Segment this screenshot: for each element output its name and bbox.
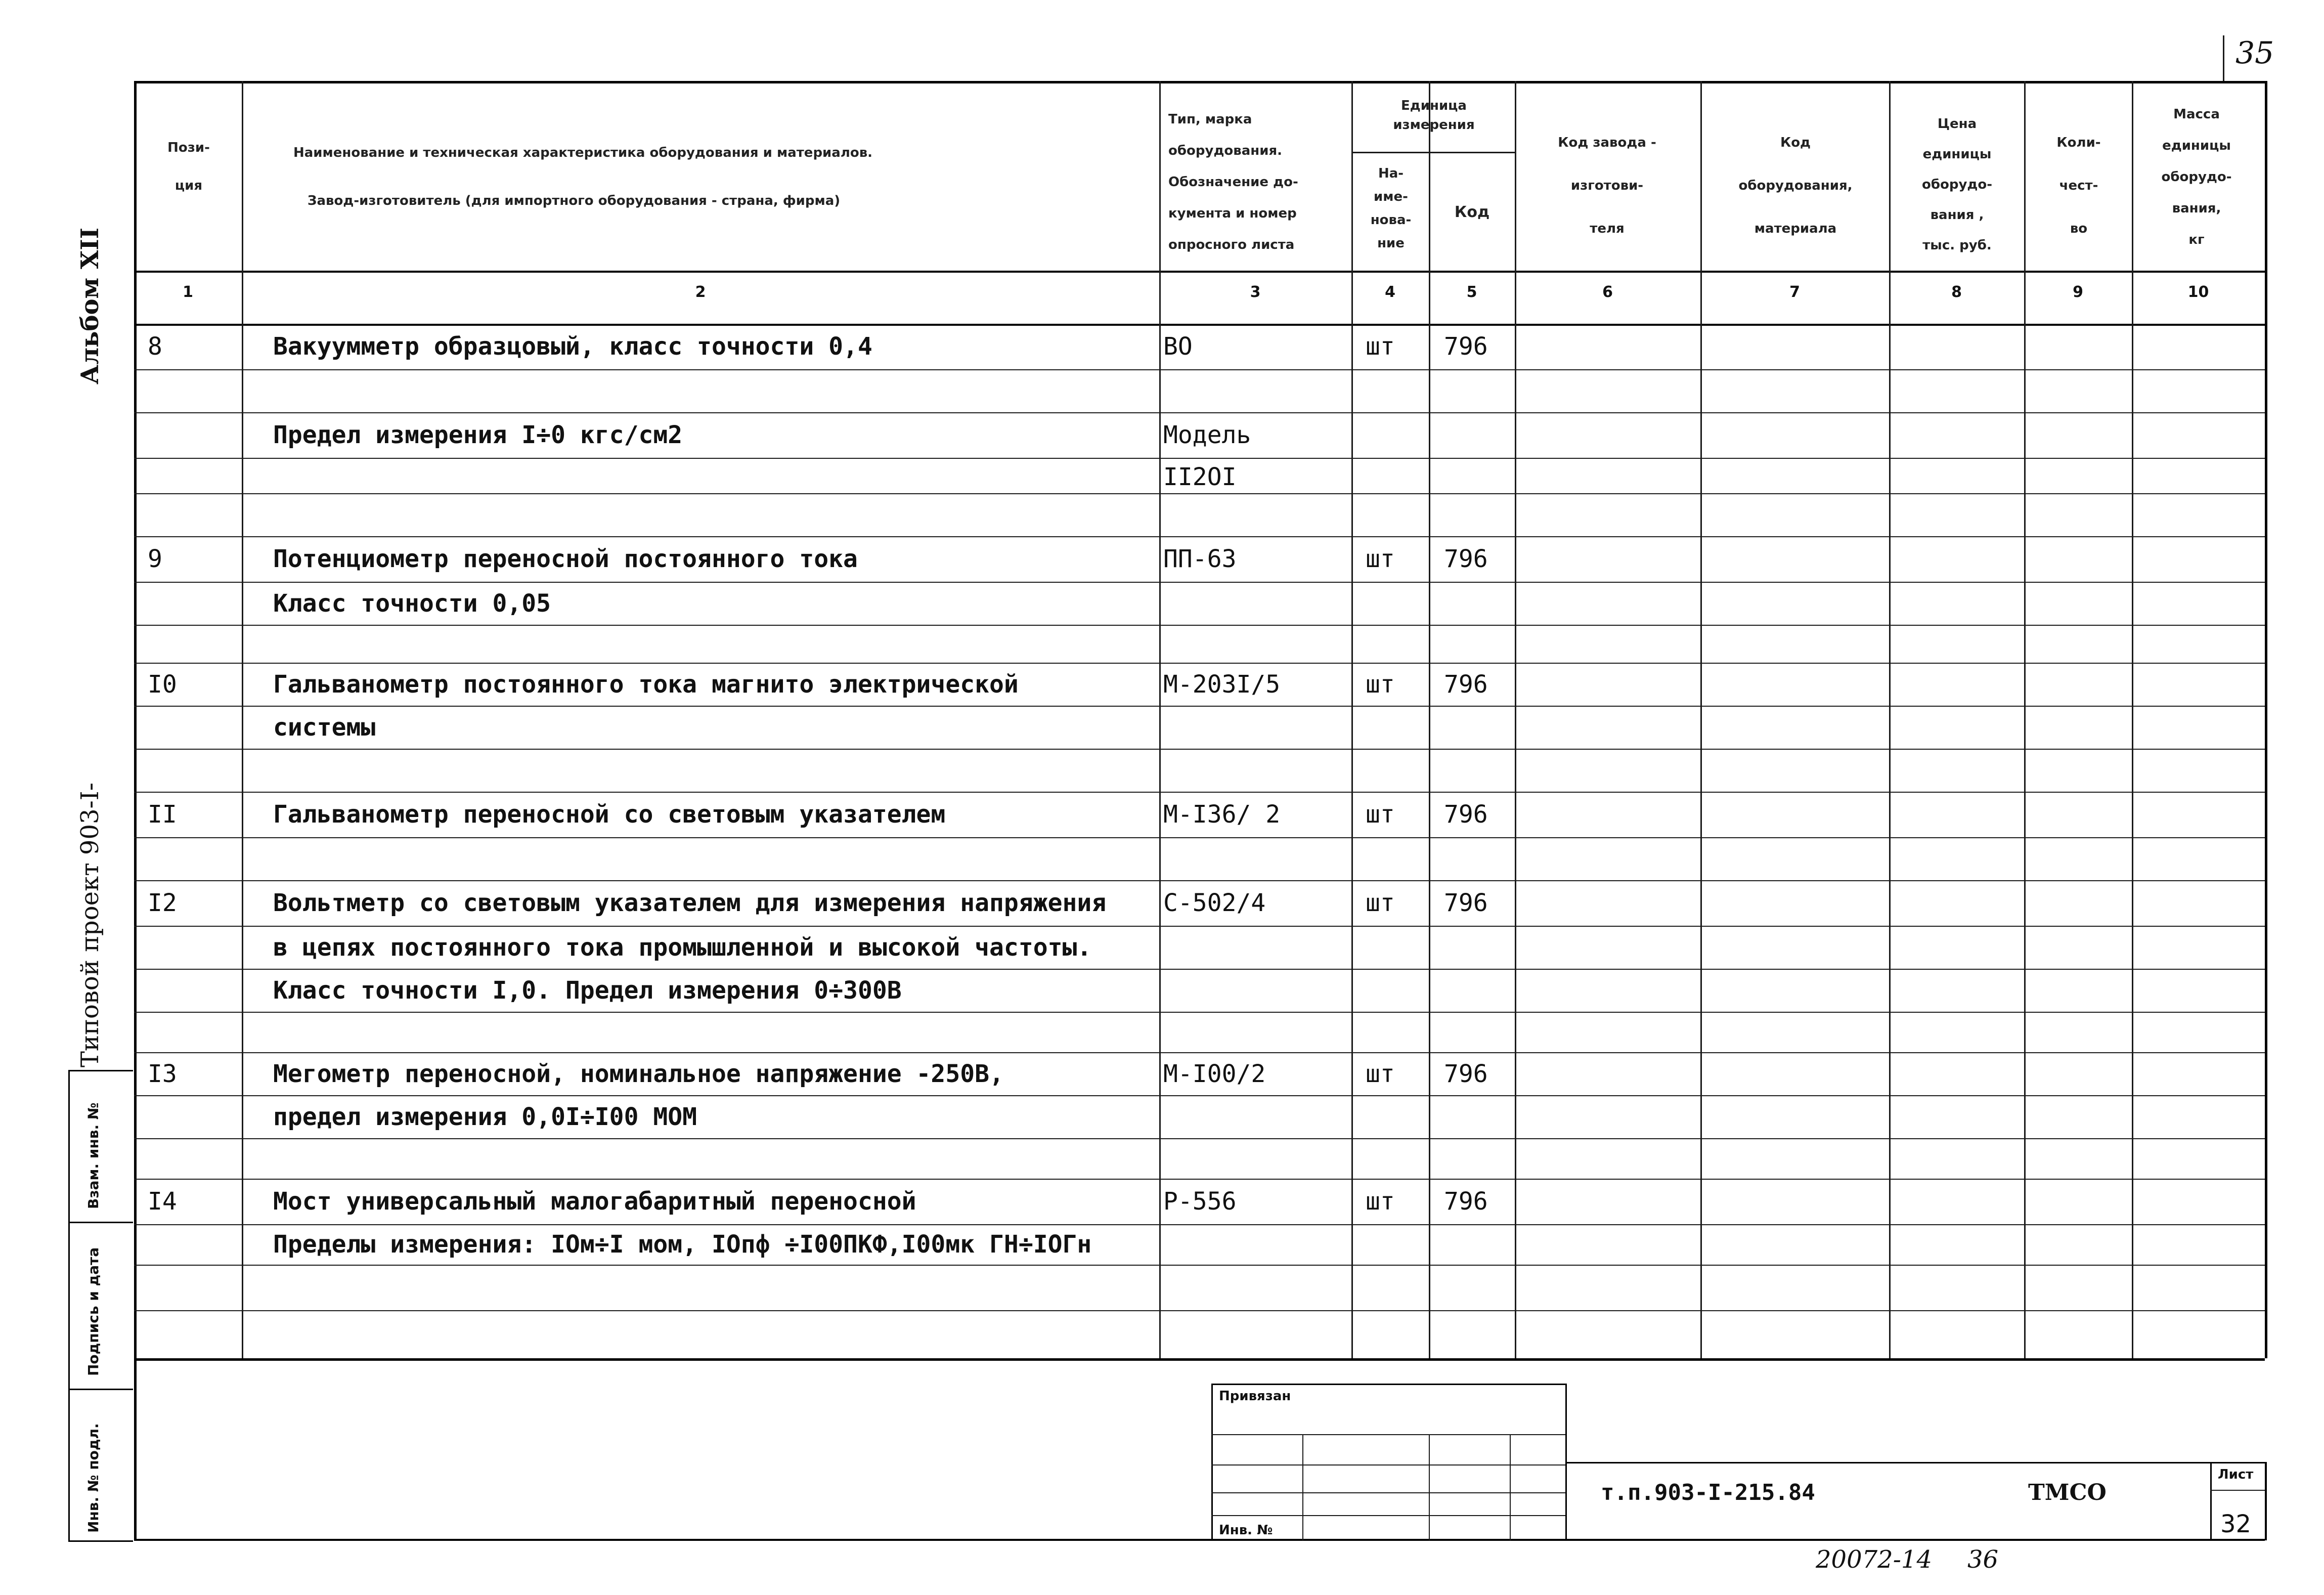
sheet-number: 32 [2220,1510,2252,1538]
sheet-label: Лист [2218,1467,2254,1482]
column-number-5: 5 [1466,283,1477,301]
header-col45-line2: измерения [1393,117,1475,133]
row-divider-17 [134,1052,2265,1053]
type-cell: М-I00/2 [1163,1059,1266,1088]
code-cell: 796 [1444,800,1488,829]
header-col9-line2: чест- [2059,178,2098,193]
stamp-col-3 [1510,1434,1511,1540]
header-col2-line2: Завод-изготовитель (для импортного оборудования - страна, фирма) [308,193,841,208]
header-col1-line2: ция [174,178,203,193]
stamp-col-1 [1302,1434,1303,1540]
row-divider-10 [134,749,2265,750]
header-col7-line3: материала [1754,221,1837,236]
header-col6 [1515,121,1699,250]
stamp-col-2 [1429,1434,1430,1540]
row-divider-20 [134,1179,2265,1180]
row-divider-5 [134,536,2265,537]
position-cell: 9 [148,545,162,573]
column-divider-6 [1700,81,1702,1358]
type-cell: ПП-63 [1163,545,1237,573]
code-cell: 796 [1444,545,1488,573]
column-number-1: 1 [183,283,193,301]
type-cell: М-203I/5 [1163,670,1281,699]
row-divider-7 [134,625,2265,626]
row-divider-19 [134,1138,2265,1139]
name-cell: системы [273,713,376,742]
side-stamp-border-left [68,1070,70,1540]
unit-cell: шт [1366,670,1395,699]
header-col3-line3: Обозначение до- [1168,175,1298,190]
position-cell: II [148,800,177,829]
unit-cell: шт [1366,332,1395,361]
name-cell: Класс точности I,0. Предел измерения 0÷300В [273,976,902,1005]
row-divider-3 [134,458,2265,459]
position-cell: I0 [148,670,177,699]
header-col10-line2: единицы [2162,138,2231,153]
unit-cell: шт [1366,889,1395,917]
column-number-2: 2 [695,283,706,301]
header-col4-line4: ние [1377,236,1405,251]
row-divider-9 [134,706,2265,707]
side-stamp-sep-2 [68,1222,133,1223]
stamp-row-1 [1211,1434,1565,1435]
header-col7-line2: оборудования, [1738,178,1853,193]
sheet-box-left [2210,1462,2212,1540]
column-divider-1 [242,81,243,1358]
type-cell: Модель [1163,421,1251,449]
name-cell: Мегометр переносной, номинальное напряжение -250В, [273,1059,1004,1088]
code-cell: 796 [1444,889,1488,917]
table-top-border [134,81,2265,83]
side-stamp-sep-3 [68,1389,133,1390]
doc-code: т.п.903-I-215.84 [1601,1480,1815,1505]
header-col8-line2: единицы [1922,147,1992,162]
position-cell: I2 [148,889,177,917]
header-col45-top [1353,96,1515,135]
unit-cell: шт [1366,1187,1395,1216]
stamp-row-2 [1211,1464,1565,1465]
name-cell: Пределы измерения: IОм÷I мом, IОпф ÷I00ПКФ,I00мк ГН÷IОГн [273,1230,1092,1259]
header-col8-line5: тыс. руб. [1922,238,1992,253]
page-number: 35 [2235,35,2274,71]
header-col10-line1: Масса [2173,107,2220,122]
header-col1 [136,129,242,205]
type-cell: М-I36/ 2 [1163,800,1281,829]
type-cell: ВО [1163,332,1193,361]
header-col4 [1353,162,1429,255]
header-col10 [2133,99,2260,255]
inv-no-label: Инв. № [1219,1523,1273,1538]
header-col2 [293,129,1153,225]
podpis-label: Подпись и дата [85,1247,102,1376]
row-divider-4 [134,493,2265,494]
type-cell: С-502/4 [1163,889,1266,917]
header-col7 [1702,121,1889,250]
name-cell: Мост универсальный малогабаритный переносной [273,1187,916,1216]
header-col3-line2: оборудования. [1168,143,1283,158]
header-col8-line4: вания , [1930,207,1984,223]
column-divider-3 [1351,81,1353,1358]
page-bottom-border [134,1539,2265,1541]
table-right-border [2265,81,2267,1358]
name-cell: Вольтметр со световым указателем для измерения напряжения [273,889,1107,917]
row-divider-16 [134,1012,2265,1013]
header-col3 [1168,104,1355,261]
column-divider-4 [1429,81,1430,1358]
header-col1-line1: Пози- [167,140,210,155]
column-number-6: 6 [1602,283,1613,301]
row-divider-21 [134,1224,2265,1225]
unit-cell: шт [1366,1059,1395,1088]
name-cell: в цепях постоянного тока промышленной и высокой частоты. [273,933,1092,962]
header-col10-line3: оборудо- [2161,169,2232,185]
header-col6-line1: Код завода - [1558,135,1656,150]
row-divider-8 [134,663,2265,664]
vzam-inv-label: Взам. инв. № [85,1102,102,1209]
position-cell: I3 [148,1059,177,1088]
unit-cell: шт [1366,800,1395,829]
header-col6-line3: теля [1590,221,1625,236]
header-col10-line5: кг [2188,232,2205,247]
column-number-4: 4 [1385,283,1395,301]
body-bottom-border [134,1358,2265,1361]
stamp-box-top [1211,1384,1565,1385]
code-cell: 796 [1444,670,1488,699]
privyazan-label: Привязан [1219,1389,1291,1404]
stamp-row-3 [1211,1492,1565,1493]
row-divider-13 [134,880,2265,881]
header-col9-line3: во [2070,221,2088,236]
colnum-bottom-border [134,324,2265,326]
header-col10-line4: вания, [2172,201,2221,216]
column-number-7: 7 [1789,283,1800,301]
header-col3-line4: кумента и номер [1168,206,1297,221]
column-divider-8 [2024,81,2026,1358]
order-number: 20072-14 [1816,1545,1932,1574]
column-number-8: 8 [1951,283,1962,301]
header-col2-line1: Наименование и техническая характеристика оборудования и материалов. [293,145,873,160]
header-col4-line1: На- [1378,166,1404,181]
header-col8-line1: Цена [1937,116,1977,132]
header-col3-line1: Тип, марка [1168,112,1252,127]
inv-podl-label: Инв. № подл. [85,1423,102,1533]
code-cell: 796 [1444,1187,1488,1216]
header-col9 [2026,121,2132,250]
project-label: Типовой проект 903-I- [76,783,104,1067]
title-block-right [2265,1462,2267,1540]
column-divider-9 [2132,81,2133,1358]
header-col9-line1: Коли- [2056,135,2101,150]
stamp-box-left [1211,1384,1213,1540]
header-col3-line5: опросного листа [1168,237,1295,252]
header-col6-line2: изготови- [1570,178,1644,193]
name-cell: Предел измерения I÷0 кгс/см2 [273,421,683,449]
name-cell: предел измерения 0,0I÷I00 МОМ [273,1102,697,1131]
row-divider-14 [134,926,2265,927]
row-divider-18 [134,1095,2265,1096]
column-number-10: 10 [2187,283,2209,301]
copy-number: 36 [1967,1545,1999,1574]
unit-cell: шт [1366,545,1395,573]
header-col8-line3: оборудо- [1921,177,1993,192]
header-col7-line1: Код [1780,135,1811,150]
row-divider-15 [134,969,2265,970]
column-number-3: 3 [1250,283,1261,301]
page-number-divider [2223,35,2224,83]
column-number-9: 9 [2073,283,2083,301]
column-divider-7 [1889,81,1891,1358]
code-cell: 796 [1444,1059,1488,1088]
header-bottom-border [134,271,2265,273]
header-col8 [1890,109,2024,261]
title-block-top [1565,1462,2266,1463]
row-divider-12 [134,837,2265,838]
side-stamp-sep-4 [68,1540,133,1542]
name-cell: Вакуумметр образцовый, класс точности 0,4 [273,332,872,361]
sheet-box-split [2210,1490,2266,1491]
row-divider-22 [134,1265,2265,1266]
name-cell: Гальванометр постоянного тока магнито электрической [273,670,1019,699]
stamp-row-4 [1211,1515,1565,1516]
row-divider-6 [134,582,2265,583]
unit-header-split [1351,152,1515,153]
row-divider-1 [134,369,2265,370]
name-cell: Гальванометр переносной со световым указателем [273,800,946,829]
column-divider-2 [1159,81,1161,1358]
row-divider-23 [134,1310,2265,1311]
header-col4-line2: имe- [1374,189,1408,204]
side-stamp-sep-1 [68,1070,133,1071]
position-cell: 8 [148,332,162,361]
row-divider-2 [134,412,2265,413]
type-cell: Р-556 [1163,1187,1237,1216]
column-divider-5 [1515,81,1516,1358]
type-cell: II2OI [1163,463,1237,491]
position-cell: I4 [148,1187,177,1216]
header-col4-line3: нова- [1370,212,1412,228]
header-col45-line1: Единица [1401,98,1467,113]
name-cell: Класс точности 0,05 [273,589,551,618]
mark-code: ТМСО [2028,1480,2107,1505]
album-label: Альбом XII [76,227,104,384]
name-cell: Потенциометр переносной постоянного тока [273,545,858,573]
header-col5: Код [1454,203,1490,221]
code-cell: 796 [1444,332,1488,361]
row-divider-11 [134,792,2265,793]
